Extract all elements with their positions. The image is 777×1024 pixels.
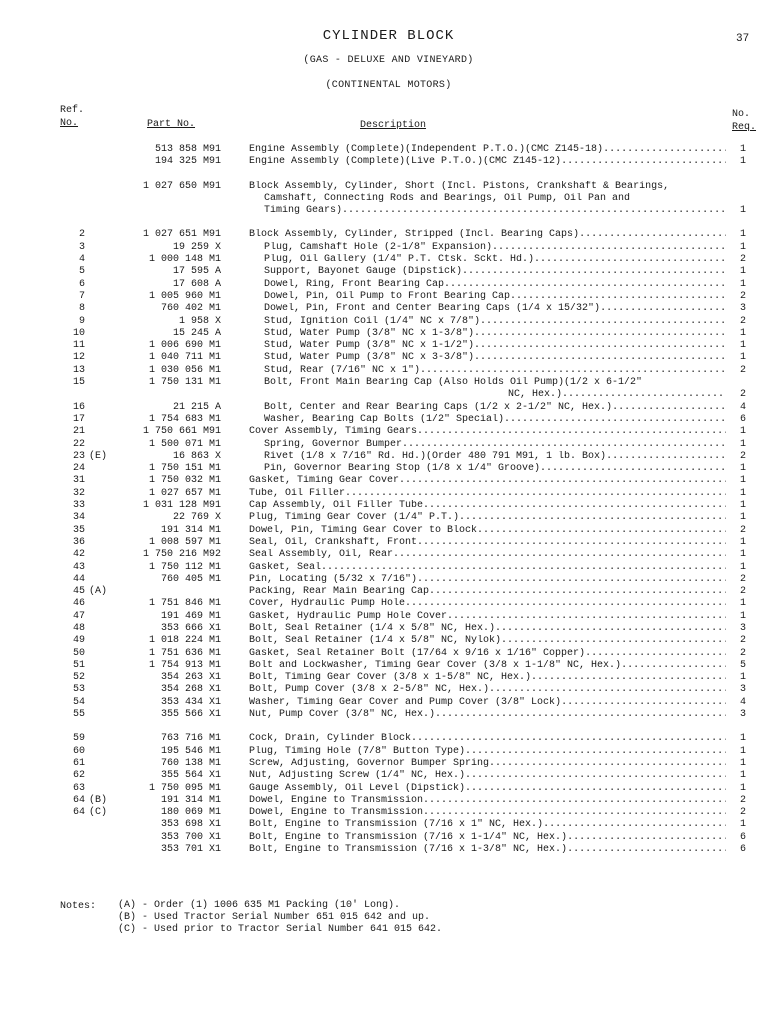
part-description: Washer, Bearing Cap Bolts (1/2" Special) ..... xyxy=(264,414,726,426)
part-number: 353 701 X1 xyxy=(160,844,221,856)
quantity-required: 1 xyxy=(739,757,746,769)
quantity-required: 1 xyxy=(739,598,746,610)
part-description: Dowel, Engine to Transmission ..... xyxy=(249,795,726,807)
ref-number: 42 xyxy=(72,549,85,561)
row-spacer xyxy=(0,169,777,181)
table-row xyxy=(0,451,777,463)
quantity-required: 2 xyxy=(739,389,746,401)
part-number: 17 595 A xyxy=(172,266,221,278)
ref-number: 43 xyxy=(72,561,85,573)
row-spacer xyxy=(0,217,777,229)
table-row xyxy=(0,144,777,156)
ref-number: 47 xyxy=(72,610,85,622)
part-number: 1 958 X xyxy=(178,315,221,327)
table-row xyxy=(0,426,777,438)
part-description: Stud, Ignition Coil (1/4" NC x 7/8") ..... xyxy=(264,316,726,328)
table-row xyxy=(0,549,777,561)
quantity-required: 1 xyxy=(739,144,746,155)
quantity-required: 4 xyxy=(739,696,746,708)
part-description: Bolt, Seal Retainer (1/4 x 5/8" NC, Nylok) ..... xyxy=(249,635,726,647)
part-description: Support, Bayonet Gauge (Dipstick) ..... xyxy=(264,266,726,278)
part-number: 1 500 071 M1 xyxy=(148,438,221,450)
table-row xyxy=(0,574,777,586)
table-row xyxy=(0,365,777,377)
part-description: Engine Assembly (Complete)(Live P.T.O.)(CMC Z145-12) ..... xyxy=(249,156,726,168)
part-number: 15 245 A xyxy=(172,327,221,339)
part-number: 195 546 M1 xyxy=(160,745,221,757)
table-row xyxy=(0,229,777,241)
table-row xyxy=(0,623,777,635)
quantity-required: 1 xyxy=(739,487,746,499)
ref-number: 11 xyxy=(72,340,85,352)
note-marker: (E) xyxy=(89,450,108,462)
quantity-required: 2 xyxy=(739,315,746,327)
quantity-required: 1 xyxy=(739,561,746,573)
qty-header-line1: No. xyxy=(732,109,751,120)
part-description: Bolt, Engine to Transmission (7/16 x 1" NC, Hex.) ..... xyxy=(249,819,726,831)
part-number: 1 027 651 M91 xyxy=(142,229,221,241)
ref-number: 9 xyxy=(78,315,85,327)
table-row xyxy=(0,709,777,721)
part-number: 760 402 M1 xyxy=(160,303,221,315)
part-description: Seal Assembly, Oil, Rear ..... xyxy=(249,549,726,561)
part-description: Bolt, Front Main Bearing Cap (Also Holds Oil Pump)(1/2 x 6-1/2" xyxy=(264,377,643,389)
quantity-required: 1 xyxy=(739,266,746,278)
part-number: 1 040 711 M1 xyxy=(148,352,221,364)
ref-number: 6 xyxy=(78,278,85,290)
quantity-required: 5 xyxy=(739,659,746,671)
part-number: 353 666 X1 xyxy=(160,622,221,634)
part-description: Screw, Adjusting, Governor Bumper Spring ..... xyxy=(249,758,726,770)
quantity-required: 2 xyxy=(739,807,746,819)
ref-number: 35 xyxy=(72,524,85,536)
part-description: Bolt and Lockwasher, Timing Gear Cover (3/8 x 1-1/8" NC, Hex.) ..... xyxy=(249,660,726,672)
page-number: 37 xyxy=(736,33,750,45)
part-number: 16 863 X xyxy=(172,450,221,462)
part-description: Bolt, Center and Rear Bearing Caps (1/2 x 2-1/2" NC, Hex.) ..... xyxy=(264,402,726,414)
part-description: Dowel, Engine to Transmission ..... xyxy=(249,807,726,819)
table-row xyxy=(0,758,777,770)
part-description: Gasket, Hydraulic Pump Hole Cover ..... xyxy=(249,611,726,623)
quantity-required: 3 xyxy=(739,303,746,315)
quantity-required: 6 xyxy=(739,413,746,425)
table-row xyxy=(0,328,777,340)
table-row xyxy=(0,414,777,426)
table-row xyxy=(0,340,777,352)
table-row xyxy=(0,291,777,303)
part-number: 1 008 597 M1 xyxy=(148,536,221,548)
ref-number: 44 xyxy=(72,573,85,585)
part-number: 1 027 650 M91 xyxy=(142,180,221,192)
quantity-required: 1 xyxy=(739,500,746,512)
note-item: (B) - Used Tractor Serial Number 651 015 642 and up. xyxy=(118,912,431,923)
table-row xyxy=(0,205,777,217)
ref-number: 15 xyxy=(72,377,85,389)
table-row xyxy=(0,254,777,266)
part-number: 191 314 M1 xyxy=(160,794,221,806)
table-row xyxy=(0,525,777,537)
note-marker: (A) xyxy=(89,586,108,598)
quantity-required: 2 xyxy=(739,647,746,659)
quantity-required: 2 xyxy=(739,635,746,647)
part-number: 191 469 M1 xyxy=(160,610,221,622)
part-description: Pin, Locating (5/32 x 7/16") ..... xyxy=(249,574,726,586)
part-description: Washer, Timing Gear Cover and Pump Cover (3/8" Lock) ..... xyxy=(249,697,726,709)
part-description: Stud, Water Pump (3/8" NC x 3-3/8") ..... xyxy=(264,352,726,364)
quantity-required: 6 xyxy=(739,844,746,856)
table-row xyxy=(0,611,777,623)
ref-number: 64 xyxy=(72,794,85,806)
table-row xyxy=(0,512,777,524)
part-number: 353 434 X1 xyxy=(160,696,221,708)
ref-number: 17 xyxy=(72,413,85,425)
ref-number: 31 xyxy=(72,475,85,487)
part-description: Bolt, Seal Retainer (1/4 x 5/8" NC, Hex.) ..... xyxy=(249,623,726,635)
notes-label: Notes: xyxy=(60,901,97,912)
part-description: Block Assembly, Cylinder, Short (Incl. Pistons, Crankshaft & Bearings, xyxy=(249,180,670,192)
ref-number: 16 xyxy=(72,401,85,413)
quantity-required: 6 xyxy=(739,831,746,843)
part-description: Stud, Water Pump (3/8" NC x 1-3/8") ..... xyxy=(264,328,726,340)
part-number: 1 751 636 M1 xyxy=(148,647,221,659)
table-row xyxy=(0,156,777,168)
table-row xyxy=(0,475,777,487)
ref-number: 49 xyxy=(72,635,85,647)
quantity-required: 1 xyxy=(739,672,746,684)
quantity-required: 2 xyxy=(739,254,746,266)
ref-header-line1: Ref. xyxy=(60,105,85,116)
ref-number: 46 xyxy=(72,598,85,610)
ref-number: 23 xyxy=(72,450,85,462)
table-row xyxy=(0,537,777,549)
part-number: 353 700 X1 xyxy=(160,831,221,843)
ref-no-header xyxy=(60,104,84,130)
ref-number: 55 xyxy=(72,709,85,721)
table-row xyxy=(0,635,777,647)
part-number: 22 769 X xyxy=(172,512,221,524)
part-number: 1 000 148 M1 xyxy=(148,254,221,266)
subtitle-gas-deluxe: (GAS - DELUXE AND VINEYARD) xyxy=(303,55,474,66)
table-row xyxy=(0,586,777,598)
quantity-required: 2 xyxy=(739,586,746,598)
note-item: (A) - Order (1) 1006 635 M1 Packing (10' Long). xyxy=(118,900,401,911)
quantity-required: 2 xyxy=(739,364,746,376)
quantity-required: 1 xyxy=(739,770,746,782)
ref-number: 61 xyxy=(72,757,85,769)
part-number: 1 750 032 M1 xyxy=(148,475,221,487)
page-title: CYLINDER BLOCK xyxy=(322,28,455,44)
ref-number: 52 xyxy=(72,672,85,684)
note-marker: (B) xyxy=(89,794,108,806)
part-number: 513 858 M91 xyxy=(154,144,221,155)
part-number: 763 716 M1 xyxy=(160,733,221,745)
ref-number: 13 xyxy=(72,364,85,376)
ref-number: 45 xyxy=(72,586,85,598)
ref-number: 51 xyxy=(72,659,85,671)
quantity-required: 4 xyxy=(739,401,746,413)
table-row xyxy=(0,389,777,401)
quantity-required: 1 xyxy=(739,463,746,475)
table-row xyxy=(0,783,777,795)
part-description: Dowel, Pin, Front and Center Bearing Caps (1/4 x 15/32") ..... xyxy=(264,303,726,315)
part-number: 354 263 X1 xyxy=(160,672,221,684)
part-description: Spring, Governor Bumper ..... xyxy=(264,439,726,451)
part-number: 1 754 683 M1 xyxy=(148,413,221,425)
part-description: Cover, Hydraulic Pump Hole ..... xyxy=(249,598,726,610)
notes-list xyxy=(118,900,442,936)
note-item: (C) - Used prior to Tractor Serial Number 641 015 642. xyxy=(118,924,443,935)
part-number: 1 751 846 M1 xyxy=(148,598,221,610)
ref-number: 64 xyxy=(72,807,85,819)
quantity-required: 1 xyxy=(739,549,746,561)
ref-number: 59 xyxy=(72,733,85,745)
quantity-required: 2 xyxy=(739,450,746,462)
part-number: 760 405 M1 xyxy=(160,573,221,585)
part-description: Packing, Rear Main Bearing Cap ..... xyxy=(249,586,726,598)
subtitle-continental: (CONTINENTAL MOTORS) xyxy=(325,80,452,91)
part-description: Tube, Oil Filler ..... xyxy=(249,488,726,500)
part-description: Timing Gears) ..... xyxy=(264,205,726,217)
quantity-required: 1 xyxy=(739,156,746,168)
part-number: 1 031 128 M91 xyxy=(142,500,221,512)
table-row xyxy=(0,500,777,512)
part-number: 355 566 X1 xyxy=(160,709,221,721)
part-number: 353 698 X1 xyxy=(160,819,221,831)
ref-number: 3 xyxy=(78,241,85,253)
table-row xyxy=(0,648,777,660)
ref-number: 50 xyxy=(72,647,85,659)
ref-number: 12 xyxy=(72,352,85,364)
table-row xyxy=(0,672,777,684)
quantity-required: 2 xyxy=(739,794,746,806)
part-description: Gasket, Seal ..... xyxy=(249,562,726,574)
quantity-required: 1 xyxy=(739,610,746,622)
part-number: 1 027 657 M1 xyxy=(148,487,221,499)
quantity-required: 2 xyxy=(739,573,746,585)
ref-number: 36 xyxy=(72,536,85,548)
note-marker: (C) xyxy=(89,807,108,819)
quantity-required: 1 xyxy=(739,327,746,339)
ref-number: 63 xyxy=(72,782,85,794)
table-row xyxy=(0,598,777,610)
part-number: 191 314 M1 xyxy=(160,524,221,536)
ref-number: 22 xyxy=(72,438,85,450)
part-description: Nut, Adjusting Screw (1/4" NC, Hex.) ..... xyxy=(249,770,726,782)
table-row xyxy=(0,819,777,831)
row-spacer xyxy=(0,721,777,733)
quantity-required: 1 xyxy=(739,205,746,217)
table-row xyxy=(0,795,777,807)
table-row xyxy=(0,402,777,414)
part-description: Rivet (1/8 x 7/16" Rd. Hd.)(Order 480 791 M91, 1 lb. Box) ..... xyxy=(264,451,726,463)
part-description: Plug, Camshaft Hole (2-1/8" Expansion) ..... xyxy=(264,242,726,254)
table-row xyxy=(0,562,777,574)
quantity-required: 1 xyxy=(739,229,746,241)
table-row xyxy=(0,316,777,328)
parts-table xyxy=(0,144,777,856)
part-number: 1 006 690 M1 xyxy=(148,340,221,352)
quantity-required: 2 xyxy=(739,290,746,302)
table-row xyxy=(0,807,777,819)
table-row xyxy=(0,733,777,745)
part-number: 355 564 X1 xyxy=(160,770,221,782)
table-row xyxy=(0,439,777,451)
quantity-required: 1 xyxy=(739,352,746,364)
ref-header-line2: No. xyxy=(60,118,79,129)
ref-number: 10 xyxy=(72,327,85,339)
quantity-required: 1 xyxy=(739,438,746,450)
table-row xyxy=(0,193,777,205)
part-description: Bolt, Pump Cover (3/8 x 2-5/8" NC, Hex.) ..... xyxy=(249,684,726,696)
quantity-required: 1 xyxy=(739,782,746,794)
quantity-required: 1 xyxy=(739,475,746,487)
table-row xyxy=(0,660,777,672)
part-number: 180 069 M1 xyxy=(160,807,221,819)
part-description: Bolt, Engine to Transmission (7/16 x 1-1/4" NC, Hex.) ..... xyxy=(249,832,726,844)
quantity-required: 1 xyxy=(739,278,746,290)
part-description: Engine Assembly (Complete)(Independent P.T.O.)(CMC Z145-18) ..... xyxy=(249,144,726,156)
part-number: 1 750 661 M91 xyxy=(142,426,221,438)
part-description: Dowel, Ring, Front Bearing Cap ..... xyxy=(264,279,726,291)
quantity-required: 2 xyxy=(739,524,746,536)
part-description: Block Assembly, Cylinder, Stripped (Incl. Bearing Caps) ..... xyxy=(249,229,726,241)
part-description: Plug, Oil Gallery (1/4" P.T. Ctsk. Sckt. Hd.) ..... xyxy=(264,254,726,266)
ref-number: 33 xyxy=(72,500,85,512)
ref-number: 54 xyxy=(72,696,85,708)
part-description: Gasket, Timing Gear Cover ..... xyxy=(249,475,726,487)
part-description: Seal, Oil, Crankshaft, Front ..... xyxy=(249,537,726,549)
ref-number: 34 xyxy=(72,512,85,524)
quantity-required: 1 xyxy=(739,745,746,757)
part-description: Cap Assembly, Oil Filler Tube ..... xyxy=(249,500,726,512)
quantity-required: 1 xyxy=(739,426,746,438)
part-number: 19 259 X xyxy=(172,241,221,253)
part-description: Bolt, Timing Gear Cover (3/8 x 1-5/8" NC, Hex.) ..... xyxy=(249,672,726,684)
part-number: 354 268 X1 xyxy=(160,684,221,696)
ref-number: 4 xyxy=(78,254,85,266)
part-number: 1 005 960 M1 xyxy=(148,290,221,302)
table-row xyxy=(0,684,777,696)
part-description: Stud, Water Pump (3/8" NC x 1-1/2") ..... xyxy=(264,340,726,352)
quantity-required: 3 xyxy=(739,709,746,721)
table-row xyxy=(0,266,777,278)
table-row xyxy=(0,181,777,193)
part-number: 21 215 A xyxy=(172,401,221,413)
part-description: Pin, Governor Bearing Stop (1/8 x 1/4" Groove) ..... xyxy=(264,463,726,475)
part-description: Cock, Drain, Cylinder Block ..... xyxy=(249,733,726,745)
part-number: 1 030 056 M1 xyxy=(148,364,221,376)
part-description: Dowel, Pin, Timing Gear Cover to Block ..... xyxy=(249,525,726,537)
part-description: Stud, Rear (7/16" NC x 1") ..... xyxy=(264,365,726,377)
ref-number: 7 xyxy=(78,290,85,302)
part-description: Plug, Timing Gear Cover (1/4" P.T.) ..... xyxy=(249,512,726,524)
part-description: NC, Hex.) ..... xyxy=(508,389,726,401)
part-number: 1 018 224 M1 xyxy=(148,635,221,647)
part-description: Camshaft, Connecting Rods and Bearings, Oil Pump, Oil Pan and xyxy=(264,192,631,204)
quantity-required: 1 xyxy=(739,512,746,524)
part-number: 1 754 913 M1 xyxy=(148,659,221,671)
ref-number: 2 xyxy=(78,229,85,241)
no-req-header xyxy=(732,108,756,134)
ref-number: 24 xyxy=(72,463,85,475)
quantity-required: 1 xyxy=(739,536,746,548)
part-description: Bolt, Engine to Transmission (7/16 x 1-3/8" NC, Hex.) ..... xyxy=(249,844,726,856)
table-row xyxy=(0,832,777,844)
table-row xyxy=(0,488,777,500)
qty-header-line2: Req. xyxy=(732,122,757,133)
part-description: Plug, Timing Hole (7/8" Button Type) ..... xyxy=(249,746,726,758)
table-row xyxy=(0,352,777,364)
table-row xyxy=(0,242,777,254)
ref-number: 5 xyxy=(78,266,85,278)
table-row xyxy=(0,377,777,389)
quantity-required: 1 xyxy=(739,819,746,831)
part-description: Gauge Assembly, Oil Level (Dipstick) ..... xyxy=(249,783,726,795)
description-header: Description xyxy=(360,120,427,131)
part-description: Gasket, Seal Retainer Bolt (17/64 x 9/16 x 1/16" Copper) ..... xyxy=(249,648,726,660)
part-number: 194 325 M91 xyxy=(154,156,221,168)
ref-number: 60 xyxy=(72,745,85,757)
part-description: Nut, Pump Cover (3/8" NC, Hex.) ..... xyxy=(249,709,726,721)
ref-number: 32 xyxy=(72,487,85,499)
part-number: 1 750 131 M1 xyxy=(148,377,221,389)
part-description: Dowel, Pin, Oil Pump to Front Bearing Cap ..... xyxy=(264,291,726,303)
part-no-header: Part No. xyxy=(147,119,196,130)
table-row xyxy=(0,746,777,758)
part-description: Cover Assembly, Timing Gears ..... xyxy=(249,426,726,438)
ref-number: 48 xyxy=(72,622,85,634)
quantity-required: 3 xyxy=(739,622,746,634)
table-row xyxy=(0,697,777,709)
ref-number: 62 xyxy=(72,770,85,782)
table-row xyxy=(0,303,777,315)
ref-number: 8 xyxy=(78,303,85,315)
table-row xyxy=(0,770,777,782)
part-number: 1 750 112 M1 xyxy=(148,561,221,573)
part-number: 1 750 095 M1 xyxy=(148,782,221,794)
ref-number: 21 xyxy=(72,426,85,438)
part-number: 1 750 216 M92 xyxy=(142,549,221,561)
table-row xyxy=(0,844,777,856)
table-row xyxy=(0,463,777,475)
part-number: 1 750 151 M1 xyxy=(148,463,221,475)
quantity-required: 1 xyxy=(739,340,746,352)
table-row xyxy=(0,279,777,291)
ref-number: 53 xyxy=(72,684,85,696)
part-number: 760 138 M1 xyxy=(160,757,221,769)
quantity-required: 1 xyxy=(739,241,746,253)
part-number: 17 608 A xyxy=(172,278,221,290)
quantity-required: 1 xyxy=(739,733,746,745)
quantity-required: 3 xyxy=(739,684,746,696)
